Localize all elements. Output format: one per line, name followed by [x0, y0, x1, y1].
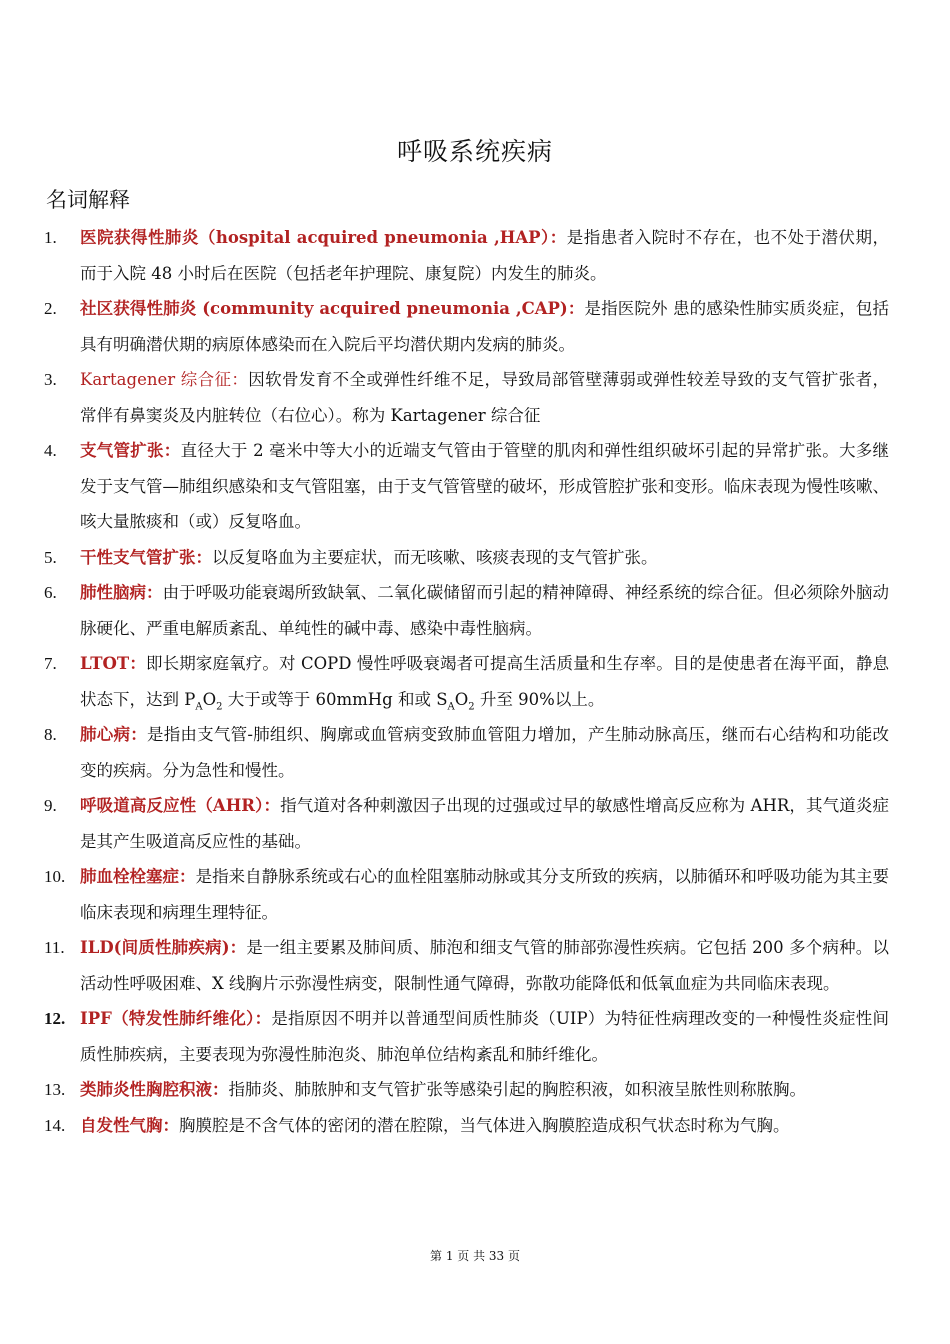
- item-number: 1.: [44, 228, 57, 247]
- list-item: [44, 717, 889, 788]
- item-number: 14.: [44, 1115, 66, 1135]
- list-item: [44, 1108, 889, 1144]
- list-item: [44, 220, 889, 291]
- item-number: 10.: [44, 867, 66, 886]
- item-number: 7.: [44, 654, 57, 673]
- item-term: 肺性脑病：: [80, 583, 163, 602]
- list-item: [44, 291, 889, 362]
- section-heading: 名词解释: [46, 188, 130, 212]
- list-item: [44, 433, 889, 540]
- item-number: 4.: [44, 441, 57, 460]
- list-item: [44, 859, 889, 930]
- list-item: [44, 575, 889, 646]
- item-term: 自发性气胸：: [80, 1115, 179, 1135]
- item-term: 类肺炎性胸腔积液：: [80, 1080, 229, 1099]
- item-text: 指肺炎、肺脓肿和支气管扩张等感染引起的胸腔积液，如积液呈脓性则称脓胸。: [228, 1080, 806, 1099]
- item-term: LTOT：: [80, 654, 146, 673]
- item-term: 肺心病：: [80, 725, 147, 744]
- item-text: 是指患者入院时不存在，也不处于潜伏期，而于入院 48 小时后在医院（包括老年护理院、康复院）内发生的肺炎。: [80, 228, 889, 283]
- item-text: 胸膜腔是不含气体的密闭的潜在腔隙，当气体进入胸膜腔造成积气状态时称为气胸。: [179, 1115, 790, 1135]
- item-text: 是指来自静脉系统或右心的血栓阻塞肺动脉或其分支所致的疾病，以肺循环和呼吸功能为其主要临床表现和病理生理特征。: [80, 867, 890, 922]
- item-term: ILD(间质性肺疾病)：: [80, 938, 247, 957]
- definition-list: [44, 220, 889, 1143]
- item-text: 直径大于 2 毫米中等大小的近端支气管由于管壁的肌肉和弹性组织破坏引起的异常扩张。大多继发于支气管—肺组织感染和支气管阻塞，由于支气管管壁的破坏，形成管腔扩张和变形。临床表现为慢性咳嗽、咳大量脓痰和（或）反复咯血。: [80, 441, 889, 531]
- list-item: [44, 788, 889, 859]
- item-term: 支气管扩张：: [80, 441, 181, 460]
- item-term: 呼吸道高反应性（AHR）：: [80, 796, 281, 815]
- item-number: 2.: [44, 299, 57, 318]
- item-text: 是指医院外 患的感染性肺实质炎症，包括具有明确潜伏期的病原体感染而在入院后平均潜伏期内发病的肺炎。: [80, 299, 889, 354]
- item-text: 指气道对各种刺激因子出现的过强或过早的敏感性增高反应称为 AHR，其气道炎症是其产生吸道高反应性的基础。: [80, 796, 889, 851]
- item-term: 社区获得性肺炎 (community acquired pneumonia ,CAP)：: [80, 299, 585, 318]
- item-number: 5.: [44, 547, 57, 567]
- item-number: 12.: [44, 1009, 66, 1028]
- item-text: 由于呼吸功能衰竭所致缺氧、二氧化碳储留而引起的精神障碍、神经系统的综合征。但必须除外脑动脉硬化、严重电解质紊乱、单纯性的碱中毒、感染中毒性脑病。: [80, 583, 890, 638]
- item-text: 因软骨发育不全或弹性纤维不足，导致局部管壁薄弱或弹性较差导致的支气管扩张者，常伴有鼻窦炎及内脏转位（右位心）。称为 Kartagener 综合征: [80, 370, 889, 425]
- item-text: 即长期家庭氧疗。对 COPD 慢性呼吸衰竭者可提高生活质量和生存率。目的是使患者在海平面，静息状态下，达到 $P_AO_2$ 大于或等于 60mmHg 和或 $S_AO_2$ 升至 90%以上。: [80, 654, 889, 712]
- list-item: [44, 540, 889, 576]
- item-text: 是指由支气管-肺组织、胸廓或血管病变致肺血管阻力增加，产生肺动脉高压，继而右心结构和功能改变的疾病。分为急性和慢性。: [80, 725, 889, 780]
- list-item: [44, 930, 889, 1001]
- item-term: 医院获得性肺炎（hospital acquired pneumonia ,HAP）：: [80, 228, 567, 247]
- item-number: 3.: [44, 370, 57, 389]
- item-number: 13.: [44, 1080, 66, 1099]
- item-term: 肺血栓栓塞症：: [80, 867, 196, 886]
- item-text: 以反复咯血为主要症状，而无咳嗽、咳痰表现的支气管扩张。: [212, 547, 658, 567]
- page-footer: 第 1 页 共 33 页: [430, 1249, 520, 1263]
- list-item: [44, 646, 889, 717]
- item-term: IPF（特发性肺纤维化）：: [80, 1009, 272, 1028]
- item-number: 9.: [44, 796, 57, 815]
- list-item: [44, 1001, 889, 1072]
- page-title: 呼吸系统疾病: [396, 137, 553, 166]
- item-text: 是指原因不明并以普通型间质性肺炎（UIP）为特征性病理改变的一种慢性炎症性间质性肺疾病，主要表现为弥漫性肺泡炎、肺泡单位结构紊乱和肺纤维化。: [80, 1009, 889, 1064]
- item-number: 6.: [44, 583, 57, 602]
- item-number: 8.: [44, 725, 57, 744]
- item-text: 是一组主要累及肺间质、肺泡和细支气管的肺部弥漫性疾病。它包括 200 多个病种。以活动性呼吸困难、X 线胸片示弥漫性病变，限制性通气障碍，弥散功能降低和低氧血症为共同临床表现。: [80, 938, 889, 993]
- item-term: 干性支气管扩张：: [80, 547, 212, 567]
- item-number: 11.: [44, 938, 65, 957]
- item-term: Kartagener 综合征：: [80, 370, 249, 389]
- list-item: [44, 1072, 889, 1108]
- list-item: [44, 362, 889, 433]
